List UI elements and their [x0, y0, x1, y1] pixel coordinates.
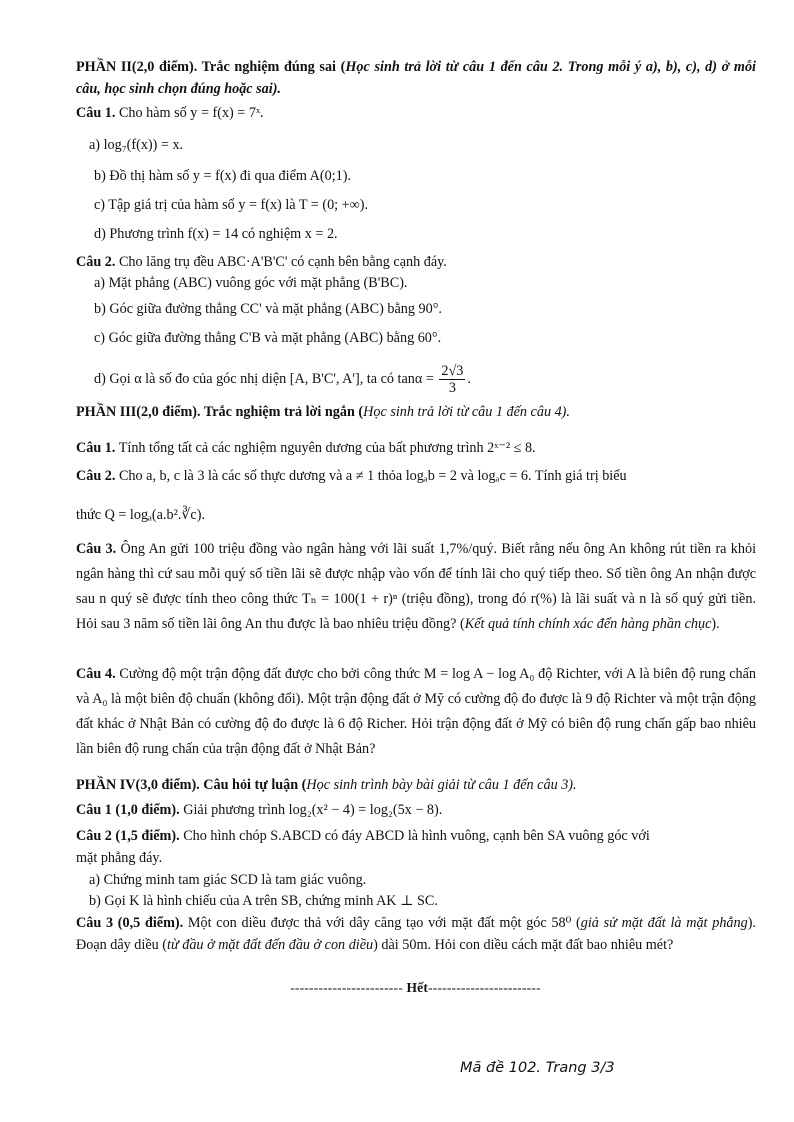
- option-d-text: d) Gọi α là số đo của góc nhị diện [A, B'C', A'], ta có tanα =: [94, 371, 434, 387]
- part4-heading: [76, 776, 756, 794]
- question-text: Ông An gửi 100 triệu đồng vào ngân hàng với lãi suất 1,7%/quý. Biết rằng nếu ông An không rút tiền ra khỏi ngân hàng thì cứ sau mỗi quý số tiền lãi sẽ được nhập vào vốn để tính lãi cho quý tiếp theo. Số tiền ông An nhận được sau n quý sẽ được tính theo công thức Tₙ = 100(1 + r)ⁿ (triệu đồng), trong đó r(%) là lãi suất và n là số quý gửi tiền. Hỏi sau 3 năm số tiền lãi ông An thu được là bao nhiêu triệu đồng? (: [76, 541, 757, 632]
- part4-q2: [76, 827, 756, 845]
- question-label: Câu 2.: [76, 254, 116, 270]
- end-marker-word: Hết: [406, 980, 429, 995]
- part4-q2-option-a: a) Chứng minh tam giác SCD là tam giác vuông.: [89, 872, 367, 888]
- question-label: Câu 2 (1,5 điểm).: [76, 828, 180, 844]
- part2-q2: [76, 253, 756, 271]
- question-label: Câu 3.: [76, 541, 117, 557]
- part3-heading-italic: Học sinh trả lời từ câu 1 đến câu 4).: [363, 404, 570, 420]
- part4-q1: [76, 801, 756, 819]
- part2-q2-option-b: b) Góc giữa đường thẳng CC' và mặt phẳng (ABC) bằng 90°.: [94, 301, 442, 317]
- part2-q1: [76, 104, 756, 122]
- part3-heading-bold: PHẦN III(2,0 điểm). Trắc nghiệm trả lời ngắn (: [76, 404, 364, 420]
- question-text: Một con diều được thả với dây căng tạo với mặt đất một góc 58⁰ (: [183, 915, 581, 931]
- option-d-end: .: [467, 371, 471, 387]
- part2-heading-bold: PHẦN II(2,0 điểm). Trắc nghiệm đúng sai (: [76, 59, 346, 75]
- part3-q2: [76, 467, 756, 485]
- part2-heading-italic: Học sinh trả lời từ câu 1 đến câu 2. Trong mỗi ý a), b), c),: [345, 59, 701, 75]
- question-text: Cho a, b, c là 3 là các số thực dương và a ≠ 1 thỏa logₐb = 2 và logₐc = 6. Tính giá trị biểu: [115, 468, 627, 484]
- part2-q2-option-c: c) Góc giữa đường thẳng C'B và mặt phẳng (ABC) bằng 60°.: [94, 330, 442, 346]
- question-note: giả sử mặt đất là mặt phẳng: [580, 915, 748, 931]
- page-footer: Mã đề 102. Trang 3/3: [460, 1060, 615, 1076]
- end-marker: ------------------------ Hết------------------------: [290, 980, 541, 995]
- question-text: Cho hàm số y = f(x) = 7ˣ.: [115, 105, 264, 121]
- part4-heading-italic: Học sinh trình bày bài giải từ câu 1 đến câu 3).: [306, 777, 577, 793]
- question-label: Câu 4.: [76, 666, 116, 682]
- part4-q2-option-b: b) Gọi K là hình chiếu của A trên SB, chứng minh AK ⊥ SC.: [89, 893, 438, 909]
- part2-q1-option-a: a) log₇(f(x)) = x.: [89, 137, 184, 153]
- fraction-denominator: 3: [448, 380, 456, 397]
- part3-q2-line2: thức Q = logₐ(a.b².∛c).: [76, 507, 205, 523]
- question-mid: ). Đoạn dây diều (: [76, 915, 756, 953]
- part2-heading: [76, 56, 756, 100]
- part4-q3: [76, 912, 756, 956]
- part4-q2-line2: mặt phẳng đáy.: [76, 850, 163, 866]
- question-end: ) dài 50m. Hỏi con diều cách mặt đất bao nhiêu mét?: [373, 937, 674, 953]
- part3-q1: [76, 439, 756, 457]
- question-label: Câu 3 (0,5 điểm).: [76, 915, 184, 931]
- question-text: Cho lăng trụ đều ABC·A'B'C' có cạnh bên bằng cạnh đáy.: [115, 254, 447, 270]
- question-label: Câu 1.: [76, 105, 116, 121]
- question-text: Giải phương trình log₂(x² − 4) = log₂(5x − 8).: [179, 802, 443, 818]
- part3-q3: [76, 537, 756, 637]
- part2-q1-option-c: c) Tập giá trị của hàm số y = f(x) là T = (0; +∞).: [94, 197, 369, 213]
- question-label: Câu 1.: [76, 440, 116, 456]
- part4-heading-bold: PHẦN IV(3,0 điểm). Câu hỏi tự luận (: [76, 777, 307, 793]
- part3-q4: [76, 662, 756, 762]
- part3-heading: [76, 403, 756, 421]
- fraction: [439, 363, 465, 396]
- part2-heading-line2: d) ở mỗi câu, học sinh chọn đúng hoặc sai).: [76, 59, 757, 97]
- part2-q1-option-b: b) Đồ thị hàm số y = f(x) đi qua điểm A(0;1).: [94, 168, 352, 184]
- question-label: Câu 2.: [76, 468, 116, 484]
- fraction-numerator: 2√3: [441, 363, 464, 380]
- part2-q2-option-a: a) Mặt phẳng (ABC) vuông góc với mặt phẳng (B'BC).: [94, 275, 408, 291]
- question-end: ).: [711, 616, 720, 632]
- question-label: Câu 1 (1,0 điểm).: [76, 802, 180, 818]
- part2-q1-option-d: d) Phương trình f(x) = 14 có nghiệm x = 2.: [94, 226, 338, 242]
- part2-q2-option-d: [94, 361, 754, 397]
- question-text: Cho hình chóp S.ABCD có đáy ABCD là hình vuông, cạnh bên SA vuông góc với: [179, 828, 650, 844]
- question-text: Cường độ một trận động đất được cho bởi công thức M = log A − log A₀ độ Richter, với A là biên độ rung chấn và A₀ là một biên độ chuẩn (không đổi). Một trận động đất ở Mỹ có cường độ đo được là 9 độ Richter và một trận động đất khác ở Nhật Bản có cường độ đo được là 6 độ Richer. Hỏi trận động đất ở Mỹ có biên độ rung chấn gấp bao nhiêu lần biên độ rung chấn của trận động đất ở Nhật Bản?: [76, 666, 756, 757]
- question-note-2: từ đầu ở mặt đất đến đầu ở con diều: [167, 937, 374, 953]
- question-note: Kết quả tính chính xác đến hàng phần chục: [464, 616, 712, 632]
- question-text: Tính tổng tất cả các nghiệm nguyên dương của bất phương trình 2ˣ⁻² ≤ 8.: [115, 440, 536, 456]
